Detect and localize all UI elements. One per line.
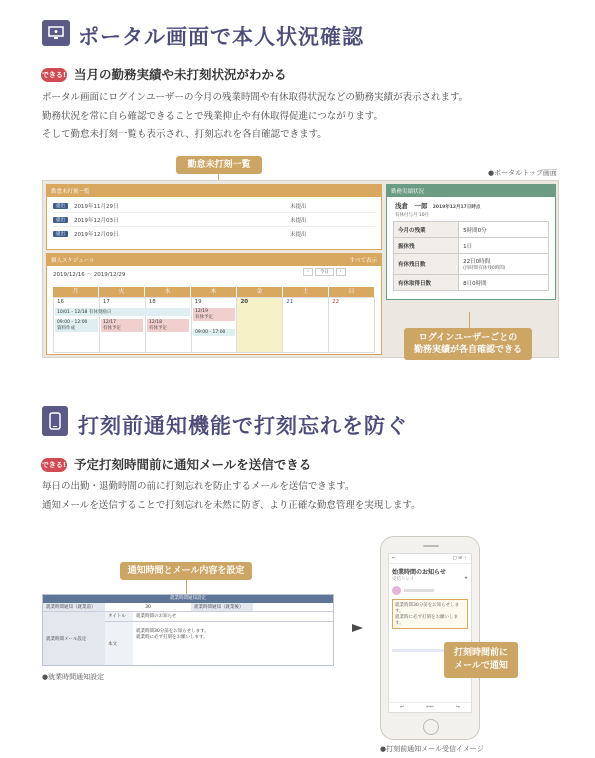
settings-head: 就業時間通知設定 xyxy=(43,595,333,603)
mail-actions-icon[interactable]: ▢ ✉ ⋮ xyxy=(452,556,468,561)
callout-line xyxy=(186,580,187,594)
day-cell-today[interactable] xyxy=(237,298,283,352)
reply-icon[interactable]: ↩ xyxy=(400,705,404,710)
event-thu-time[interactable]: 09:00 - 17:00 xyxy=(193,329,235,336)
body-line: 就業時に必ず打刻をお願いします。 xyxy=(136,635,208,640)
after-label: 就業時間通知（就業後） xyxy=(191,603,253,611)
mail-title: 始業時間のお知らせ xyxy=(392,569,446,576)
user-name-text: 浅倉 一郎 xyxy=(395,202,428,210)
unstamped-panel-head: 勤怠未打刻一覧 xyxy=(47,185,381,197)
stat-label: 今月の残業 xyxy=(394,222,459,238)
portal-caption: ●ポータルトップ画面 xyxy=(488,169,557,177)
day-cell[interactable] xyxy=(192,298,238,352)
weekday-fri: 金 xyxy=(237,287,283,297)
mail-bottom-bar xyxy=(389,702,471,712)
home-button[interactable] xyxy=(423,719,439,735)
stat-value-note: (内時間有休残0時間) xyxy=(463,266,506,271)
callout-line-2: メールで通知 xyxy=(454,661,508,671)
weekday-sat: 土 xyxy=(283,287,329,297)
can-badge: できる! xyxy=(41,68,67,82)
settings-row xyxy=(43,603,333,612)
event-tue[interactable] xyxy=(101,319,143,332)
body-line: 就業時間30分前をお知らせします。 xyxy=(136,629,209,634)
date-number: 17 xyxy=(102,299,110,305)
day-cell[interactable] xyxy=(329,298,374,352)
mail-body-line: 就業時間30分前をお知らせします。 xyxy=(395,603,460,614)
today-button[interactable]: 今日 xyxy=(315,268,334,276)
prev-button[interactable]: ‹ xyxy=(303,268,313,276)
submit-button[interactable]: 提出 xyxy=(53,217,68,223)
stat-row xyxy=(394,238,549,254)
title-label: タイトル xyxy=(105,612,133,621)
weekday-mon: 月 xyxy=(53,287,99,297)
inbox-tag: 受信トレイ xyxy=(392,577,415,582)
date-number: 16 xyxy=(57,299,64,305)
event-date: 12/17 xyxy=(103,320,116,325)
mail-title-input[interactable]: 就業時間のお知らせ xyxy=(136,614,177,619)
smartphone-mockup xyxy=(380,536,480,740)
settings-callout: 通知時間とメール内容を設定 xyxy=(120,562,252,580)
date-number: 21 xyxy=(286,299,294,305)
row-status: 未提出 xyxy=(290,217,307,224)
phone-speaker xyxy=(423,545,439,547)
weekday-sun: 日 xyxy=(329,287,375,297)
unstamped-panel xyxy=(46,184,382,250)
event-label: 有休予定 xyxy=(103,326,121,331)
row-status: 未提出 xyxy=(290,203,307,210)
unstamped-list-callout: 勤怠未打刻一覧 xyxy=(176,156,262,174)
stat-value-main: 22日0時間 xyxy=(463,259,491,265)
date-range: 2019/12/16 〜 2019/12/29 xyxy=(53,272,126,278)
row-status: 未提出 xyxy=(290,232,307,238)
grant-month: 有休付与月 10月 xyxy=(395,213,430,218)
weekday-thu: 木 xyxy=(191,287,237,297)
settings-mail-row xyxy=(43,612,333,665)
show-all-link[interactable]: すべて表示 xyxy=(349,258,377,264)
mail-body xyxy=(392,599,468,629)
date-number: 20 xyxy=(240,299,249,305)
stat-row xyxy=(394,275,549,291)
section1-title: ポータル画面で本人状況確認 xyxy=(78,25,364,49)
weekday-tue: 火 xyxy=(99,287,145,297)
event-date: 12/19 xyxy=(195,309,208,314)
monitor-icon xyxy=(42,20,70,46)
phone-callout xyxy=(444,642,518,678)
event-time: 09:00 - 12:00 xyxy=(57,320,88,325)
weekday-wed: 水 xyxy=(145,287,191,297)
schedule-title: 個人スケジュール xyxy=(51,258,95,264)
schedule-panel-head xyxy=(47,254,381,266)
paragraph-line: ポータル画面にログインユーザーの今月の残業時間や有休取得状況などの勤務実績が表示されます。 xyxy=(42,92,469,103)
after-value-input[interactable] xyxy=(253,603,333,611)
paragraph-line: そして勤怠未打刻一覧も表示され、打刻忘れを各自確認できます。 xyxy=(42,129,327,140)
stat-value: 8日0時間 xyxy=(459,275,549,291)
work-status-head: 勤務実績状況 xyxy=(387,185,555,197)
mail-body-line: 就業時に必ず打刻をお願いします。 xyxy=(395,615,458,626)
row-date: 2019年12月03日 xyxy=(74,217,119,224)
date-number: 18 xyxy=(148,299,156,305)
submit-button[interactable]: 提出 xyxy=(53,203,68,209)
section2-subtitle: 予定打刻時間前に通知メールを送信できる xyxy=(74,457,312,472)
can-badge: できる! xyxy=(41,458,67,472)
row-date: 2019年11月29日 xyxy=(74,203,119,210)
as-of-text: 2019年12月17日時点 xyxy=(432,205,481,210)
event-mon[interactable] xyxy=(55,319,98,332)
day-cell[interactable] xyxy=(283,298,329,352)
event-wed[interactable] xyxy=(147,319,189,332)
sender-placeholder xyxy=(404,589,434,592)
row-date: 2019年12月09日 xyxy=(74,232,119,238)
before-label: 就業時間通知（就業前） xyxy=(43,603,105,611)
stat-label: 有休残日数 xyxy=(394,254,459,275)
unstamped-row xyxy=(53,199,375,213)
unstamped-row xyxy=(53,213,375,227)
arrow-right-icon xyxy=(352,624,363,632)
event-label: 有休予定 xyxy=(195,315,213,320)
event-long[interactable]: 10/01 - 12/18 有休奨励日 xyxy=(55,308,190,316)
paragraph-line: 通知メールを送信することで打刻忘れを未然に防ぎ、より正確な勤怠管理を実現します。 xyxy=(42,499,421,511)
paragraph-line: 毎日の出勤・退勤時間の前に打刻忘れを防止するメールを送信できます。 xyxy=(42,481,355,492)
user-name xyxy=(395,201,480,210)
sender-row xyxy=(392,586,468,595)
section1-subtitle: 当月の勤務実績や未打刻状況がわかる xyxy=(74,67,287,82)
callout-line xyxy=(469,312,470,328)
mail-tag-row xyxy=(389,576,471,582)
callout-line-1: 打刻時間前に xyxy=(453,648,508,658)
phone-screen xyxy=(388,553,472,713)
work-status-panel xyxy=(386,184,556,300)
stat-value: 1日 xyxy=(459,238,549,254)
stat-row xyxy=(394,222,549,238)
forward-icon[interactable]: ↪ xyxy=(456,705,460,710)
submit-button[interactable]: 提出 xyxy=(53,231,68,237)
stat-label: 振休残 xyxy=(394,238,459,254)
notification-settings-form xyxy=(42,594,334,666)
section2-title: 打刻前通知機能で打刻忘れを防ぐ xyxy=(78,414,408,438)
event-label: 資料作成 xyxy=(57,326,75,331)
date-number: 22 xyxy=(332,299,340,305)
event-label: 有休予定 xyxy=(149,326,167,331)
stat-label: 有休取得日数 xyxy=(394,275,459,291)
schedule-panel xyxy=(46,253,382,355)
mail-body-textarea[interactable] xyxy=(133,622,333,665)
phone-caption: ●打刻前通知メール受信イメージ xyxy=(380,745,484,753)
star-icon[interactable]: ★ xyxy=(463,576,468,581)
sender-avatar xyxy=(392,586,401,595)
date-number: 19 xyxy=(194,299,202,305)
next-button[interactable]: › xyxy=(336,268,346,276)
work-status-callout xyxy=(404,328,532,360)
event-date: 12/18 xyxy=(149,320,162,325)
mail-toolbar xyxy=(389,554,471,564)
weekday-header xyxy=(53,287,375,297)
reply-all-icon[interactable]: ↩↩ xyxy=(426,705,434,710)
back-arrow-icon[interactable]: ← xyxy=(392,556,396,561)
schedule-nav xyxy=(303,268,346,276)
body-label: 本文 xyxy=(105,622,133,665)
stats-table xyxy=(393,221,549,291)
mail-settings-label: 就業時間メール設定 xyxy=(43,612,105,665)
unstamped-row xyxy=(53,227,375,241)
stat-row xyxy=(394,254,549,275)
paragraph-line: 勤務状況を常に自ら確認できることで残業抑止や有休取得促進につながります。 xyxy=(42,110,384,122)
event-thu[interactable] xyxy=(193,308,235,321)
before-value-input[interactable]: 30 xyxy=(145,605,151,610)
stat-value xyxy=(459,254,549,275)
callout-line-1: ログインユーザーごとの xyxy=(418,333,518,343)
stat-value: 5時間0分 xyxy=(459,222,549,238)
section2-paragraph xyxy=(42,478,562,515)
smartphone-icon xyxy=(42,406,68,436)
section1-paragraph xyxy=(42,89,562,145)
callout-line-2: 勤務実績が各自確認できる xyxy=(413,345,522,355)
settings-caption: ●就業時間通知設定 xyxy=(42,673,105,681)
